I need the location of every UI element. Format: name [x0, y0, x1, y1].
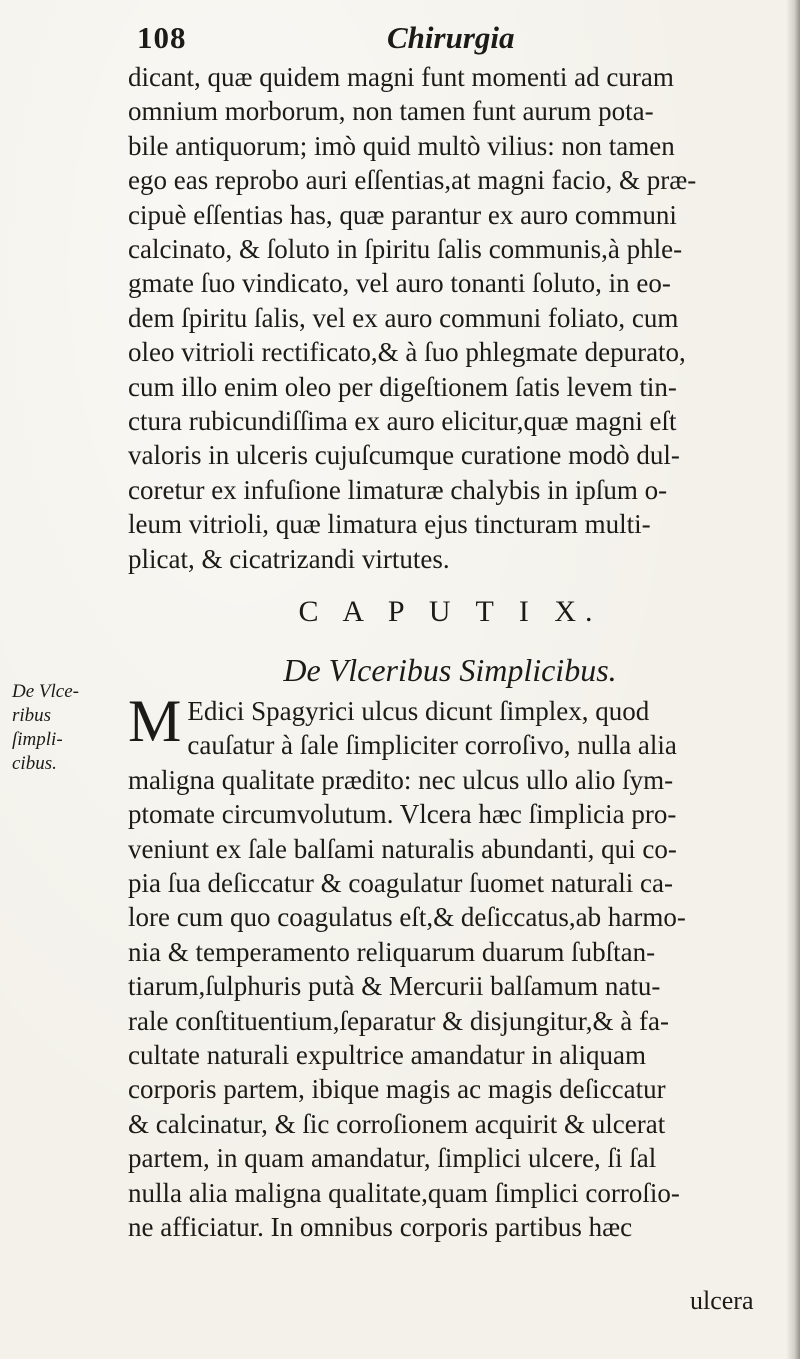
text-line: gmate ſuo vindicato, vel auro tonanti ſoluto, in eo-	[128, 268, 671, 299]
text-line: valoris in ulceris cujuſcumque curatione modò dul-	[128, 440, 680, 471]
text-line: veniunt ex ſale balſami naturalis abundanti, qui co-	[128, 833, 677, 864]
page-number: 108	[137, 20, 187, 55]
text-line: cauſatur à ſale ſimpliciter corroſivo, nulla alia	[187, 730, 677, 761]
text-line: nulla alia maligna qualitate,quam ſimplici corroſio-	[128, 1177, 680, 1208]
chapter-title: De Vlceribus Simplicibus.	[283, 652, 617, 688]
text-line: lore cum quo coagulatus eſt,& deſiccatus,ab harmo-	[128, 902, 686, 933]
chapter-heading-block	[120, 590, 780, 692]
text-line: dicant, quæ quidem magni funt momenti ad curam	[128, 62, 674, 92]
text-line: maligna qualitate prædito: nec ulcus ullo alio ſym-	[128, 764, 674, 795]
text-line: coretur ex infuſione limaturæ chalybis in ipſum o-	[128, 474, 668, 505]
text-line: dem ſpiritu ſalis, vel ex auro communi foliato, cum	[128, 302, 679, 333]
text-line: omnium morborum, non tamen funt aurum pota-	[128, 96, 654, 127]
text-line: Edici Spagyrici ulcus dicunt ſimplex, quod	[187, 696, 650, 726]
text-line: rale conſtituentium,ſeparatur & disjungitur,& à fa-	[128, 1005, 670, 1036]
text-line: cipuè eſſentias has, quæ parantur ex auro communi	[128, 199, 677, 230]
page-header	[137, 20, 767, 64]
chapter-heading: C A P U T I X.	[298, 595, 602, 628]
catchword: ulcera	[690, 1286, 754, 1315]
running-head: Chirurgia	[387, 20, 515, 55]
text-line: partem, in quam amandatur, ſimplici ulcere, ſi ſal	[128, 1143, 657, 1174]
margin-note	[12, 680, 117, 776]
text-line: corporis partem, ibique magis ac magis deſiccatur	[128, 1074, 666, 1105]
margin-note-line: cibus.	[12, 753, 57, 774]
text-line: cum illo enim oleo per digeſtionem ſatis levem tin-	[128, 371, 677, 402]
text-line: ne afficiatur. In omnibus corporis partibus hæc	[128, 1212, 633, 1243]
text-line: plicat, & cicatrizandi virtutes.	[128, 543, 450, 574]
text-line: ptomate circumvolutum. Vlcera hæc ſimplicia pro-	[128, 799, 677, 830]
paragraph-2	[128, 688, 768, 1245]
text-line: ctura rubicundiſſima ex auro elicitur,quæ magni eſt	[128, 406, 677, 437]
text-line: nia & temperamento reliquarum duarum ſubſtan-	[128, 936, 656, 967]
text-line: tiarum,ſulphuris putà & Mercurii balſamum natu-	[128, 971, 661, 1002]
text-line: & calcinatur, & ſic corroſionem acquirit & ulcerat	[128, 1108, 666, 1139]
margin-note-line: De Vlce-	[12, 681, 79, 702]
drop-cap: M	[128, 688, 182, 754]
text-line: bile antiquorum; imò quid multò vilius: non tamen	[128, 130, 675, 161]
page-edge-shadow	[786, 0, 800, 1359]
margin-note-line: ribus	[12, 705, 52, 726]
text-line: oleo vitrioli rectificato,& à ſuo phlegmate depurato,	[128, 337, 686, 368]
paragraph-1	[128, 60, 768, 576]
text-line: leum vitrioli, quæ limatura ejus tincturam multi-	[128, 509, 651, 540]
text-line: calcinato, & ſoluto in ſpiritu ſalis communis,à phle-	[128, 234, 683, 265]
margin-note-line: ſimpli-	[12, 729, 63, 750]
text-line: ego eas reprobo auri eſſentias,at magni facio, & præ-	[128, 165, 697, 196]
text-line: pia ſua deſiccatur & coagulatur ſuomet naturali ca-	[128, 868, 674, 899]
text-line: cultate naturali expultrice amandatur in aliquam	[128, 1040, 647, 1071]
